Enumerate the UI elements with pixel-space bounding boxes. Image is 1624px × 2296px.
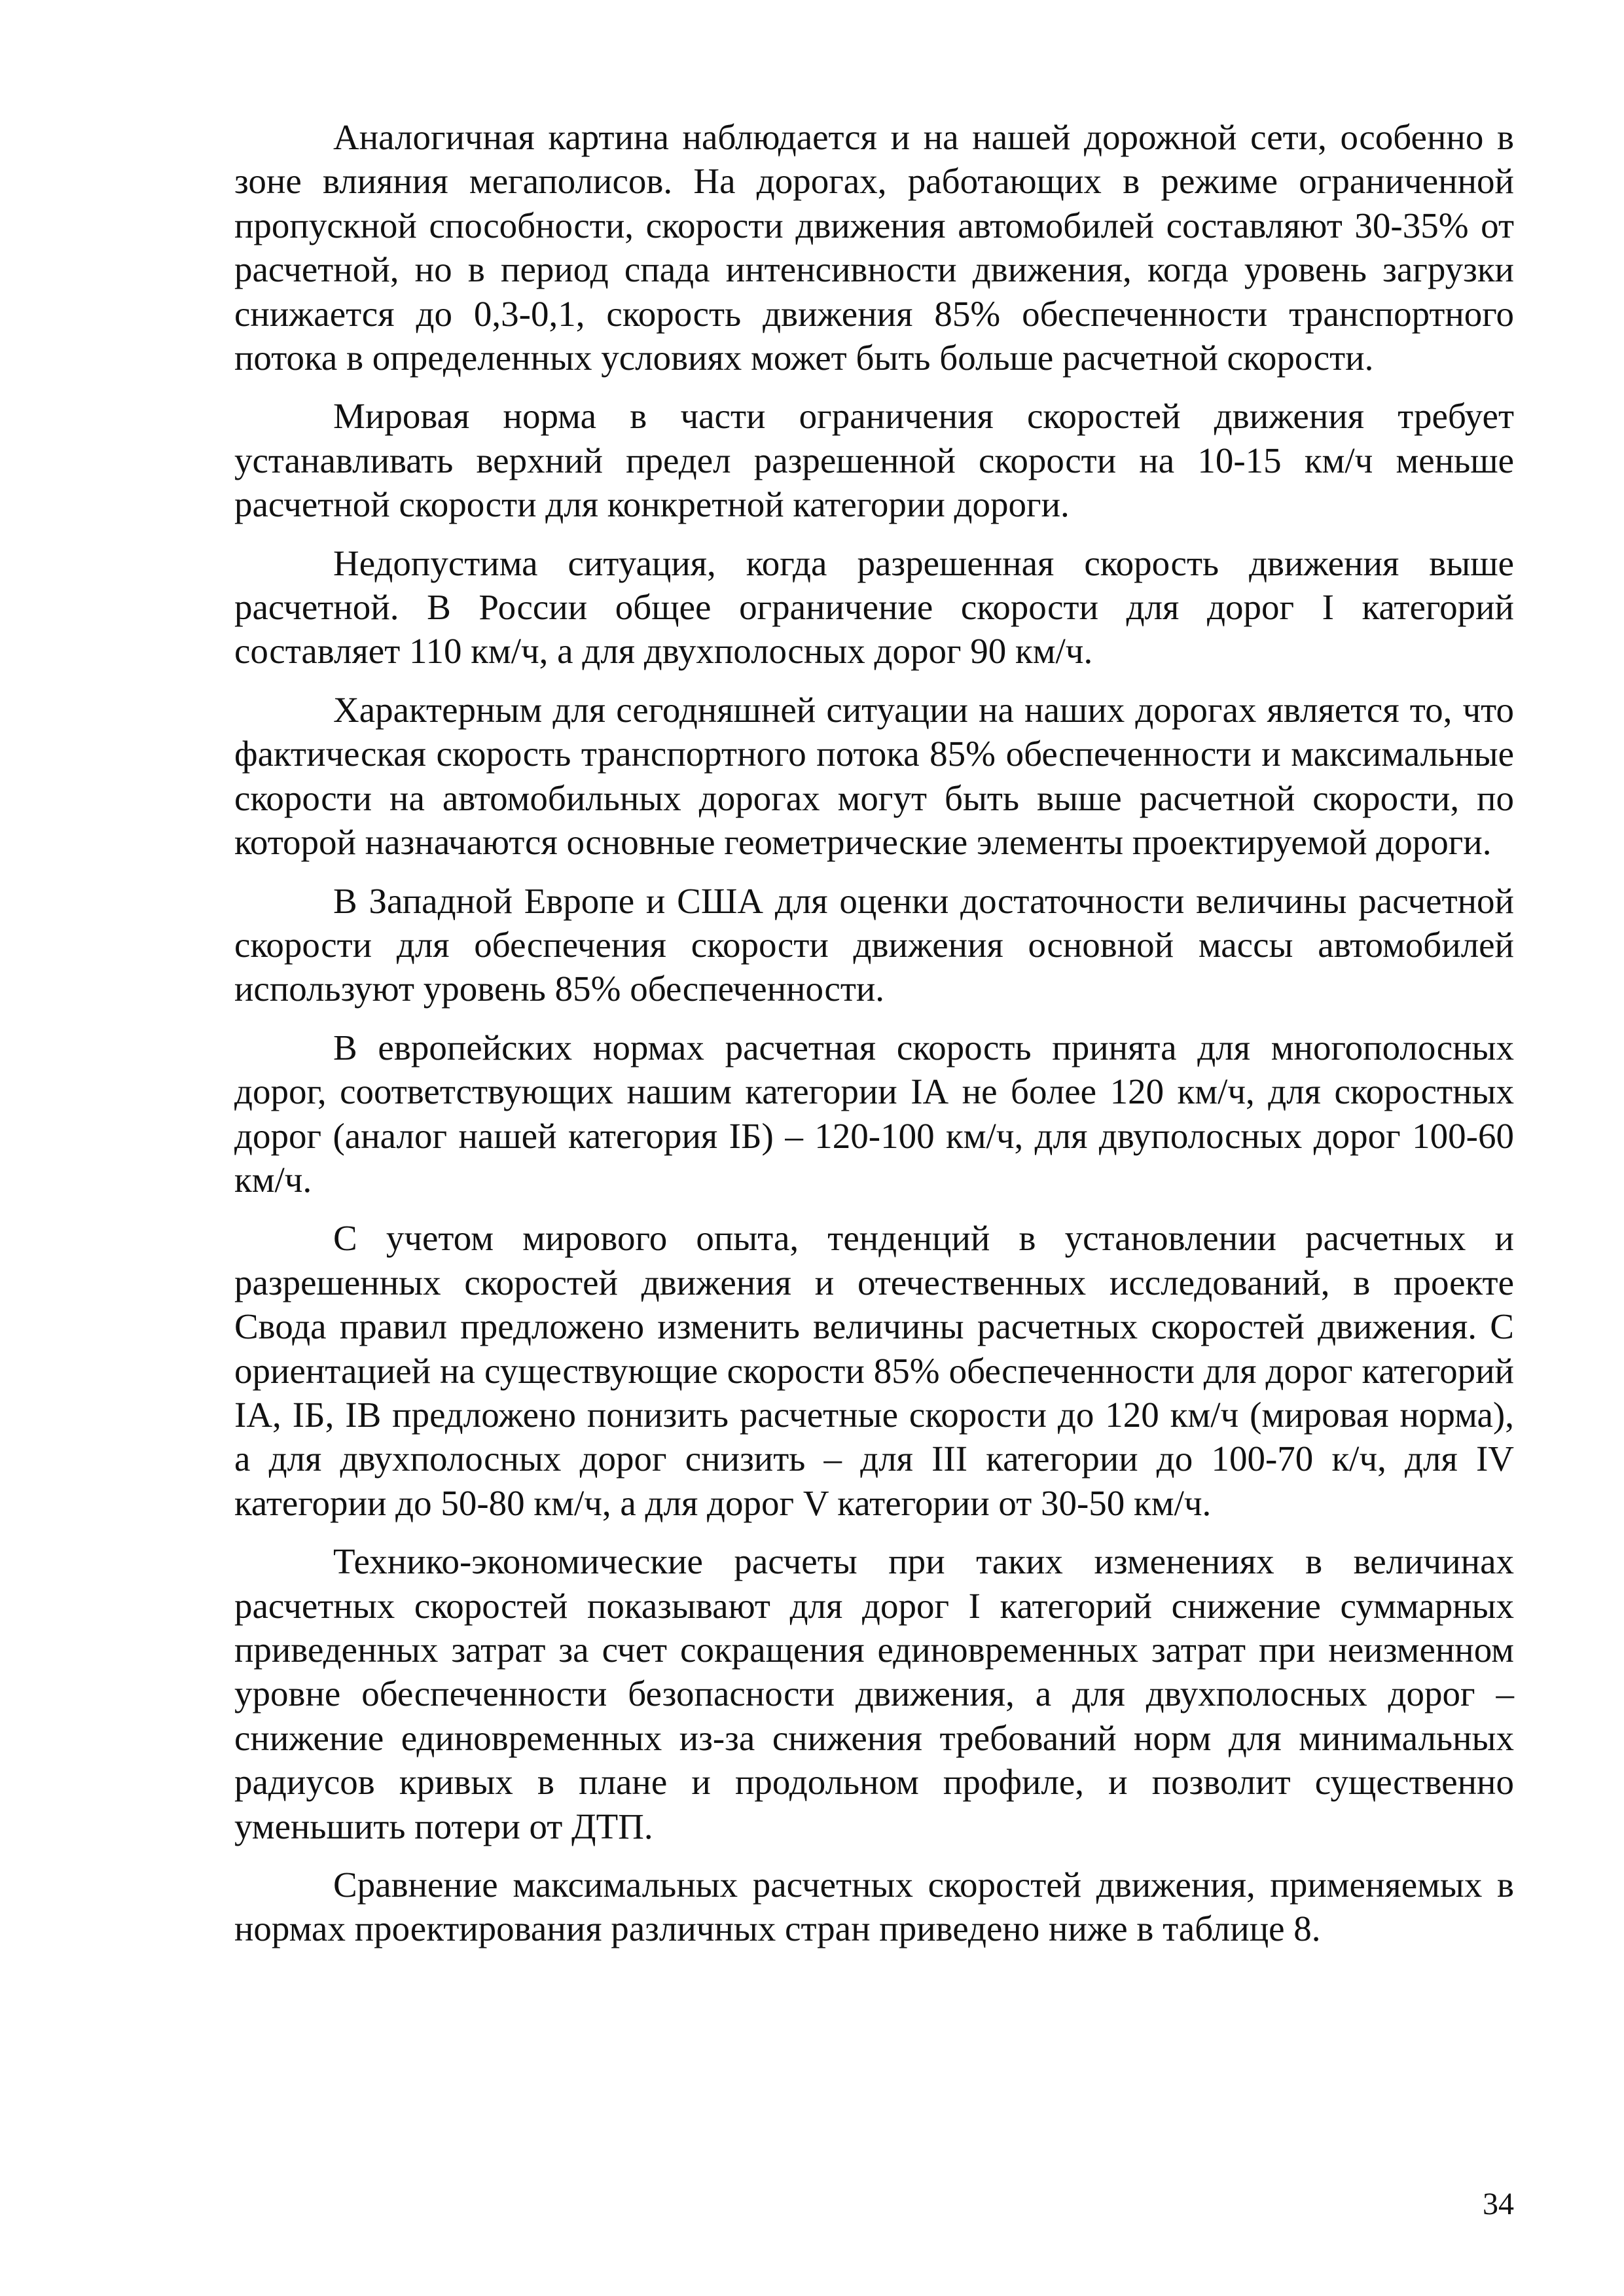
page-number: 34 xyxy=(1483,2187,1514,2221)
body-text xyxy=(234,115,1514,1965)
paragraph-4: Характерным для сегодняшней ситуации на наших дорогах является то, что фактическая скорость транспортного потока 85% обеспеченности и максимальные скорости на автомобильных дорогах могут быть выше расчетной скорости, по которой назначаются основные геометрические элементы проектируемой дороги. xyxy=(234,689,1514,863)
paragraph-1: Аналогичная картина наблюдается и на нашей дорожной сети, особенно в зоне влияния мегаполисов. На дорогах, работающих в режиме ограниченной пропускной способности, скорости движения автомобилей составляют 30-35% от расчетной, но в период спада интенсивности движения, когда уровень загрузки снижается до 0,3-0,1, скорость движения 85% обеспеченности транспортного потока в определенных условиях может быть больше расчетной скорости. xyxy=(234,117,1514,378)
paragraph-7: С учетом мирового опыта, тенденций в установлении расчетных и разрешенных скоростей движения и отечественных исследований, в проекте Свода правил предложено изменить величины расчетных скоростей движения. С ориентацией на существующие скорости 85% обеспеченности для дорог категорий IА, IБ, IВ предложено понизить расчетные скорости до 120 км/ч (мировая норма), а для двухполосных дорог снизить – для III категории до 100-70 к/ч, для IV категории до 50-80 км/ч, а для дорог V категории от 30-50 км/ч. xyxy=(234,1218,1514,1523)
paragraph-5: В Западной Европе и США для оценки достаточности величины расчетной скорости для обеспечения скорости движения основной массы автомобилей используют уровень 85% обеспеченности. xyxy=(234,880,1514,1009)
paragraph-8: Технико-экономические расчеты при таких изменениях в величинах расчетных скоростей показывают для дорог I категорий снижение суммарных приведенных затрат за счет сокращения единовременных затрат при неизменном уровне обеспеченности безопасности движения, а для двухполосных дорог – снижение единовременных из-за снижения требований норм для минимальных радиусов кривых в плане и продольном профиле, и позволит существенно уменьшить потери от ДТП. xyxy=(234,1541,1514,1846)
paragraph-6: В европейских нормах расчетная скорость принята для многополосных дорог, соответствующих нашим категории IА не более 120 км/ч, для скоростных дорог (аналог нашей категория IБ) – 120-100 км/ч, для двуполосных дорог 100-60 км/ч. xyxy=(234,1027,1514,1200)
paragraph-9: Сравнение максимальных расчетных скоростей движения, применяемых в нормах проектирования различных стран приведено ниже в таблице 8. xyxy=(234,1865,1514,1949)
paragraph-2: Мировая норма в части ограничения скоростей движения требует устанавливать верхний предел разрешенной скорости на 10-15 км/ч меньше расчетной скорости для конкретной категории дороги. xyxy=(234,396,1514,525)
paragraph-3: Недопустима ситуация, когда разрешенная скорость движения выше расчетной. В России общее ограничение скорости для дорог I категорий составляет 110 км/ч, а для двухполосных дорог 90 км/ч. xyxy=(234,543,1514,672)
